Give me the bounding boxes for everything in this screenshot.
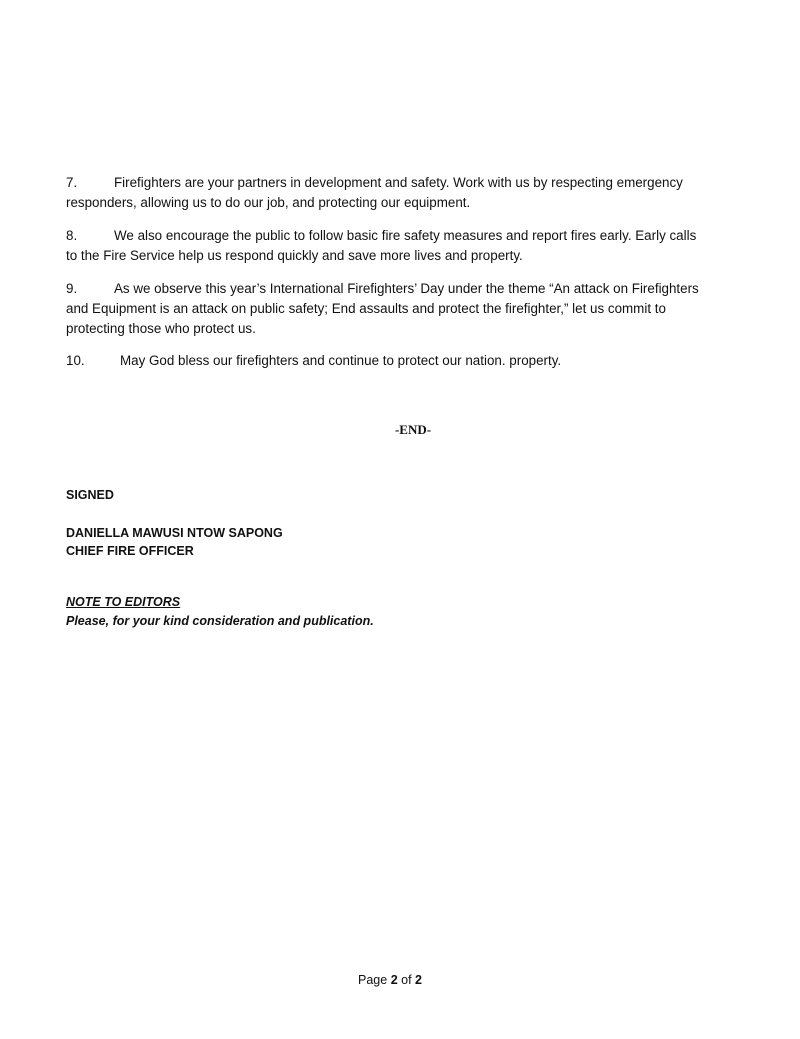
paragraph-number: 10. bbox=[66, 353, 85, 368]
paragraph-text: As we observe this year’s International Firefighters’ Day under the theme “An attack on Firefighters and Equipment is an attack on public safety; End assaults and protect the firefighter,” let us commit to protecting those who protect us. bbox=[66, 281, 699, 336]
paragraph-text: We also encourage the public to follow basic fire safety measures and report fires early. Early calls to the Fire Service help us respond quickly and save more lives and property. bbox=[66, 228, 697, 263]
signatory-name: DANIELLA MAWUSI NTOW SAPONG bbox=[66, 526, 283, 540]
paragraph-9 bbox=[66, 279, 706, 339]
note-to-editors-text: Please, for your kind consideration and publication. bbox=[66, 614, 374, 628]
signatory-title: CHIEF FIRE OFFICER bbox=[66, 544, 194, 558]
paragraph-text: May God bless our firefighters and continue to protect our nation. property. bbox=[120, 353, 562, 368]
paragraph-number: 9. bbox=[66, 281, 78, 296]
paragraph-text: Firefighters are your partners in development and safety. Work with us by respecting emergency responders, allowing us to do our job, and protecting our equipment. bbox=[66, 175, 683, 210]
page-label: Page bbox=[358, 973, 388, 987]
paragraph-8 bbox=[66, 226, 706, 266]
paragraph-number: 8. bbox=[66, 228, 78, 243]
note-to-editors-heading: NOTE TO EDITORS bbox=[66, 595, 181, 609]
paragraph-7 bbox=[66, 173, 706, 213]
total-pages-number: 2 bbox=[415, 973, 422, 987]
end-marker: -END- bbox=[394, 422, 432, 437]
signed-label: SIGNED bbox=[66, 488, 114, 502]
signatory-block bbox=[66, 524, 283, 560]
of-label: of bbox=[401, 973, 412, 987]
paragraph-number: 7. bbox=[66, 175, 78, 190]
page-footer bbox=[0, 973, 780, 987]
paragraph-10 bbox=[66, 351, 706, 371]
current-page-number: 2 bbox=[390, 973, 398, 987]
